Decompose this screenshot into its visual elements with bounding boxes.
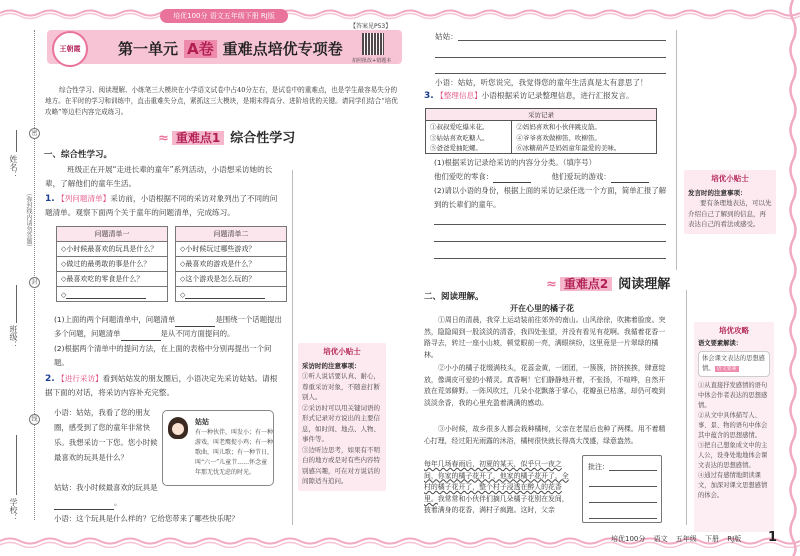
section-1-tag: 重难点1 [172, 131, 224, 145]
section-1-name: 综合性学习 [230, 131, 296, 146]
dialogue-aunt-2: 姑姑： [435, 32, 458, 41]
strategy-chip: 语文要素 [716, 366, 737, 372]
aunt-post-text: 有一种伙伴，叫发小；有一种游戏，叫老鹰捉小鸡；有一种歌曲，叫儿歌；有一种节日，叫“六一”儿童节……怀念童年那无忧无虑的时光。 [195, 429, 274, 476]
unit-label: 第一单元 [118, 40, 179, 58]
seal-dotted-line [34, 30, 35, 520]
answer-reference: 【答案见P53】 [350, 23, 392, 30]
tip-subtitle: 发言时的注意事项： [688, 188, 747, 197]
intro-text: 综合性学习、阅读理解、小练笔三大模块在小学语文试卷中占40分左右，是试卷中的重难点，也是学生最容易失分的地方。在平时的学习和训练中，直击重难失分点，紧抓这三大模块，是期末得高分、进阶培优的关键。请同学们结合“培优攻略”等边栏内容完成练习。 [45, 86, 398, 116]
dialogue-xiaoyu-2: 小语：这个玩具是什么样的？它给您带来了哪些快乐呢？ [54, 514, 239, 523]
tip-text: 要有条理地表达，可以先介绍自己了解到的信息，再表达自己的看法或感受。 [688, 199, 772, 228]
strategy-title: 培优攻略 [719, 326, 749, 335]
q1-blank-b[interactable] [121, 332, 161, 341]
q1-sub2: (2)根据两个清单中的提问方法，在上面的表格中分别再提出一个问题。 [54, 344, 272, 367]
game-blank[interactable] [611, 174, 649, 183]
q2-number: 2. [45, 374, 55, 384]
q3-sub1: (1)根据采访记录给采访的内容分分类。（填序号） [434, 158, 596, 167]
top-wave-border [0, 6, 800, 20]
list-1-item: ◇最喜欢吃的零食是什么？ [57, 272, 168, 287]
report-line-2[interactable] [434, 241, 666, 242]
underlined-sentence: 每年几场春雨后，初夏的某天，似乎只一夜之间，你家的橘子花开了，他家的橘子花开了，全村的橘子花开了，整个村子浸透在醉人的花香里。 [424, 460, 569, 503]
q3-categories [434, 171, 684, 183]
school-label: 学校： [9, 498, 18, 522]
publisher-logo: 王朝霞 [52, 31, 88, 67]
aunt-answer-line-2[interactable] [435, 57, 666, 58]
reading-strategy [694, 322, 774, 532]
tip-item: ②采访时可以用关键词语的形式记录对方说出的主要信息，如时间、地点、人物、事件等。 [302, 403, 380, 443]
name-label: 姓名： [9, 155, 18, 179]
q3-number: 3. [424, 91, 434, 101]
list-2-title: 问题清单二 [176, 227, 287, 242]
annotation-label: 批注： [588, 463, 609, 471]
section-2-name: 阅读理解 [618, 277, 671, 292]
tip-title: 培优小贴士 [711, 174, 749, 183]
report-line-1[interactable] [434, 224, 666, 225]
q3-text: 小语根据采访记录整理信息，进行汇报发言。 [481, 91, 634, 100]
report-line-3[interactable] [434, 258, 666, 259]
list-1-blank-item[interactable]: ◇ [57, 287, 168, 302]
record-cell: ③姑姑喜欢吃糖人。 [426, 132, 512, 143]
section-1-lead: 班级正在开展“走进长辈的童年”系列活动，小语想采访她的长辈，了解他们的童年生活。 [45, 165, 273, 188]
article-paragraph-3-cont: 每年几场春雨后，初夏的某天，似乎只一夜之间，你家的橘子花开了，他家的橘子花开了，全村的橘子花开了，整个村子浸透在醉人的花香里。我常常和小伙伴们摘几朵橘子花别在发间，披着满身的花香，满村子疯跑。这时，父亲 [424, 460, 569, 515]
wave-icon: ≈ [158, 131, 169, 146]
record-title: 采访记录 [426, 109, 657, 121]
aunt-moments-post [162, 410, 274, 486]
page-number: 1 [768, 530, 778, 545]
aunt-name: 姑姑 [195, 418, 209, 426]
annotation-box[interactable] [582, 455, 662, 523]
article-paragraph-2: ②小小的橘子花缀满枝头，花蕊金黄，一团团，一簇簇，挤挤挨挨，肆意绽放，像调皮可爱的小精灵。真香啊！它们静静地开着，不张扬，不喧哗，自然开放在荒郊僻野。一阵风吹过，几朵小花飘落于掌心，花瓣虽已枯落，却仍可嗅到淡淡余香，我的心里充盈着满满的感动。 [424, 364, 666, 407]
class-field[interactable] [16, 285, 17, 323]
tip-title: 培优小贴士 [323, 347, 361, 356]
strategy-focus: 体会课文表达的思想感情。 语文要素 [698, 351, 770, 377]
seal-mark-3: 线 [29, 414, 40, 425]
strategy-item: ④通过有感情地朗读课文，加深对课文思想感情的体会。 [698, 472, 768, 499]
list-1-item: ◇做过的最勇敢的事是什么？ [57, 257, 168, 272]
dialogue-aunt-1: 姑姑：我小时候最喜欢的玩具是。 [54, 480, 164, 510]
q2-tag: 【进行采访】 [57, 374, 103, 383]
strategy-subtitle: 语文要素解读： [698, 340, 743, 347]
dialogue-xiaoyu-1: 小语：姑姑，我看了您的朋友圈，感受到了您的童年非常快乐。我想采访一下您。您小时候最喜欢的玩具是什么？ [54, 408, 158, 462]
right-wave-border [786, 0, 800, 556]
qr-caption: 拍照批改+错题本 [352, 58, 392, 64]
section-2-heading: 二、阅读理解。 [424, 292, 484, 302]
list-2-item: ◇这个游戏是怎么玩的？ [176, 272, 287, 287]
toy-answer-blank[interactable] [54, 501, 114, 510]
q1-sub1: (1)上面的两个问题清单中，问题清单 是围绕一个话题提出多个问题，问题清单 是从不同方面提问的。 [54, 313, 282, 341]
question-3 [424, 90, 674, 102]
class-label: 班级： [9, 325, 18, 349]
list-1-title: 问题清单一 [57, 227, 168, 242]
interview-tips [298, 343, 386, 491]
list-2-item: ◇小时候玩过哪些游戏？ [176, 242, 287, 257]
aunt-answer-line-3[interactable] [435, 73, 666, 74]
article-paragraph-1: ①周日的清晨，我穿上运动装前往郊外的南山。山风徐徐，吹拂着脸庞。突然，隐隐闻到一股淡淡的清香，我四处张望，并没有看见有花啊。我循着花香一路寻去，转过一座小山坡，顿觉眼前一亮，满眼缤纷，这里竟是一片翠绿的橘林。 [424, 316, 666, 359]
seal-mark-2: 封 [29, 277, 40, 288]
tip-item: ①听人说话要认真、耐心，尊重采访对象，不随意打断别人。 [302, 372, 380, 401]
snack-blank[interactable] [493, 174, 531, 183]
strategy-item: ①从直接抒发感情的语句中体会作者表达的思想感情。 [698, 382, 768, 409]
record-cell: ⑤爸爸爱抽陀螺。 [426, 143, 512, 154]
title-label: 重难点培优专项卷 [222, 40, 343, 58]
tip-item: ③边听边思考，如果有不明白的地方或是对有些内容特别感兴趣，可在对方说话的间隙适当追问。 [302, 445, 380, 485]
question-1 [45, 192, 280, 220]
snack-label: 他们爱吃的零食： [434, 172, 494, 181]
section-2-tag: 重难点2 [560, 277, 612, 291]
section-1-title [158, 127, 295, 146]
q3-sub2: (2)请以小语的身份，根据上面的采访记录任选一个方面，简单汇报了解到的长辈们的童年。 [434, 186, 667, 209]
dialogue-xiaoyu-3: 小语：姑姑，听您说完，我觉得您的童年生活真是太有意思了！ [435, 78, 648, 87]
q2-text: 看到姑姑发的朋友圈后，小语决定先采访姑姑。请根据下面的对话，将采访内容补充完整。 [45, 374, 278, 397]
q1-text: 采访前，小语根据不同的采访对象列出了不同的问题清单。观察下面两个关于童年的问题清单，完成练习。 [45, 194, 278, 217]
q1-tag: 【列问题清单】 [57, 194, 111, 203]
page-footer: 培优100分 语文 五年级 下册 RJ版 [611, 535, 742, 543]
school-field[interactable] [16, 435, 17, 495]
name-field[interactable] [16, 130, 17, 152]
game-label: 他们爱玩的游戏： [551, 172, 611, 181]
column-divider [292, 170, 293, 525]
article-title: 开在心里的橘子花 [510, 304, 574, 313]
column-divider [686, 290, 687, 525]
column-divider [676, 30, 677, 270]
question-list-1 [56, 226, 168, 302]
aunt-avatar [168, 417, 188, 439]
series-pill: 培优100分 语文五年级下册 RJ版 [160, 9, 288, 23]
section-1-heading: 一、综合性学习。 [44, 150, 113, 160]
tip-subtitle: 采访时的注意事项： [302, 361, 361, 370]
q1-blank-a[interactable] [175, 318, 215, 327]
record-cell: ⑥冰糖葫芦是妈妈童年最爱的美味。 [512, 143, 657, 154]
list-1-item: ◇小时候最喜欢的玩具是什么？ [57, 242, 168, 257]
record-cell: ②妈妈喜欢和小伙伴跳皮筋。 [512, 121, 657, 132]
strategy-item: ②从文中具体描写人、事、景、物的语句中体会其中蕴含的思想感情。 [698, 412, 768, 439]
q1-number: 1. [45, 194, 55, 204]
speaking-tips [684, 170, 776, 234]
seal-line-note: （弥封线内请勿答题） [25, 190, 32, 250]
record-cell: ①叔叔爱吃爆米花。 [426, 121, 512, 132]
section-2-title [546, 273, 670, 292]
interview-record-table [425, 108, 657, 154]
seal-mark-1: 密 [29, 128, 40, 139]
qr-code-icon[interactable] [362, 33, 384, 55]
paper-label: A卷 [184, 40, 217, 58]
article-paragraph-3: ③小时候，故乡很多人都会栽种橘树，父亲在老屋后也种了两棵。用不着精心打理，经过阳光雨露的沐浴，橘树很快就长得高大茂盛，绿意盎然。 [424, 425, 666, 445]
question-list-2 [175, 226, 287, 302]
list-2-item: ◇最喜欢的游戏是什么？ [176, 257, 287, 272]
question-2 [45, 372, 280, 400]
record-cell: ④爷爷喜欢做柳笛、吹柳笛。 [512, 132, 657, 143]
strategy-item: ③把自己想象成文中的主人公，设身处地地体会课文表达的思想感情。 [698, 442, 768, 469]
q3-tag: 【整理信息】 [436, 91, 482, 100]
page-title [118, 38, 343, 59]
aunt-answer-line-1[interactable] [458, 40, 666, 41]
wave-icon: ≈ [546, 277, 557, 292]
list-2-blank-item[interactable]: ◇ [176, 287, 287, 302]
